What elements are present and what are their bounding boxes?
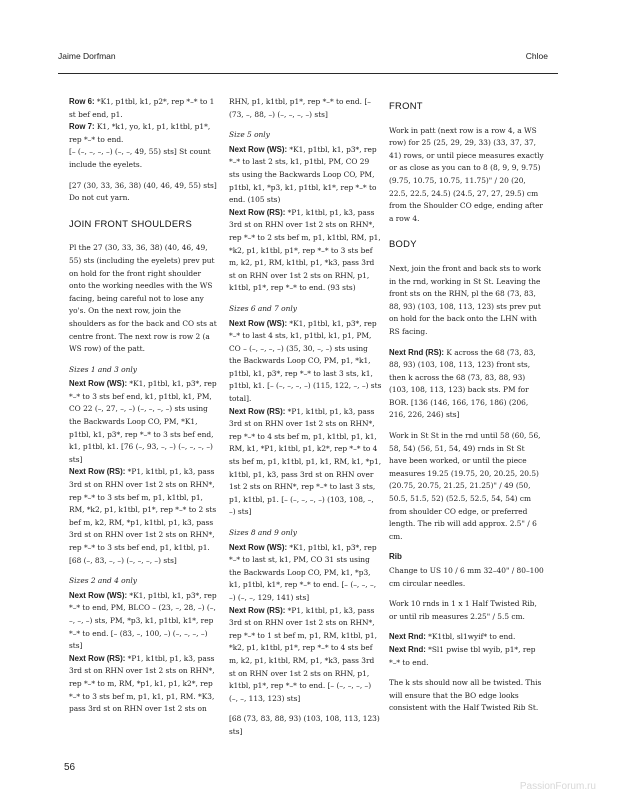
size-5-ws xyxy=(229,144,382,207)
sizes-2-4-title: Sizes 2 and 4 only xyxy=(69,576,137,586)
join-heading: JOIN FRONT SHOULDERS xyxy=(69,217,193,229)
rs-text: *P1, k1tbl, p1, k3, pass 3rd st on RHN over 1st 2 sts on RHN*, rep *–* to 4 sts bef m, p1, k1tbl, p1, k1, RM, k1, *P1, k1tbl, p1, k2*, rep *–* to 4 sts bef m, p1, k1tbl, p1, k1, RM, k1, *p1, k1tbl, p1, k3, pass 3rd st on RHN over 1st 2 sts on RHN*, rep *–* to last 3 sts, p1, k1tbl, p1. [– (–, –, –, –) (103, 108, –, –) sts] xyxy=(229,406,382,517)
size-5-title: Size 5 only xyxy=(229,130,270,140)
column-1 xyxy=(69,96,219,724)
body-stst-text: Work in St St in the rnd until 58 (60, 56, 58, 54) (56, 51, 54, 49) rnds in St St have been worked, or until the piece measures 19.25 (19.75, 20, 20.25, 20.5) (20.75, 20.75, 21.25, 21.25)" / 49 (50, 50.5, 51.5, 52) (52.5, 52.5, 54, 54) cm from shoulder CO edge, or preferred length. The rib will add approx. 2.5" / 6 cm. xyxy=(389,431,541,541)
column-3 xyxy=(389,96,544,723)
eyelet-count: [27 (30, 33, 36, 38) (40, 46, 49, 55) sts] Do not cut yarn. xyxy=(69,180,217,203)
sizes-8-9-ws xyxy=(229,542,382,605)
rib-text: Change to US 10 / 6 mm 32–40" / 80–100 cm circular needles. xyxy=(389,566,544,588)
rs-label: Next Row (RS): xyxy=(229,605,286,615)
header-author: Jaime Dorfman xyxy=(58,51,116,61)
body-text: Next, join the front and back sts to work in the rnd, working in St St. Leaving the front sts on the RHN, pl the 68 (73, 83, 88, 93) (103, 108, 113, 123) sts prev put on hold for the back onto the LHN with RS facing. xyxy=(389,263,541,336)
rib-rnd2-label: Next Rnd: xyxy=(389,644,426,654)
column-2 xyxy=(229,96,382,747)
next-rnd-text: K across the 68 (73, 83, 88, 93) (103, 108, 113, 123) front sts, then k across the 68 (73, 83, 88, 93) (103, 108, 113, 123) back sts. PM for BOR. [136 (146, 166, 176, 186) (206, 216, 226, 246) sts] xyxy=(389,347,536,420)
row7-text: K1, *k1, yo, k1, p1, k1tbl, p1*, rep *–* to end. xyxy=(69,122,211,144)
ws-text: *K1, p1tbl, k1, p3*, rep *–* to last 4 sts, k1, p1tbl, k1, p1, PM, CO – (–, –, –, –) (35, 30, –, –) sts using the Backwards Loop CO, PM, p1, *k1, p1tbl, k1, p3*, rep *–* to last 3 sts, k1, p1tbl, k1. [– (–, –, –, –) (115, 122, –, –) sts total]. xyxy=(229,318,382,404)
ws-label: Next Row (WS): xyxy=(69,590,128,600)
sizes-1-3-title: Sizes 1 and 3 only xyxy=(69,364,137,374)
body-next-rnd xyxy=(389,347,544,423)
rs-label: Next Row (RS): xyxy=(69,467,126,477)
row6-text: *K1, p1tbl, k1, p2*, rep *–* to 1 st bef end, p1. xyxy=(69,97,215,119)
watermark: PassionForum.ru xyxy=(519,781,596,792)
ws-label: Next Row (WS): xyxy=(229,542,288,552)
page-number: 56 xyxy=(64,762,76,773)
sizes-1-3-ws xyxy=(69,378,219,466)
ws-label: Next Row (WS): xyxy=(69,379,128,389)
ws-text: *K1, p1tbl, k1, p3*, rep *–* to 3 sts bef end, k1, p1tbl, k1, PM, CO 22 (–, 27, –, –) (–, –, –, –) sts using the Backwards Loop CO, PM, *K1, p1tbl, k1, p3*, rep *–* to 3 sts bef end, k1, p1tbl, k1. [76 (–, 93, –, –) (–, –, –, –) sts] xyxy=(69,379,217,464)
rs-text: *P1, k1tbl, p1, k3, pass 3rd st on RHN over 1st 2 sts on RHN*, rep *–* to m, RM, *p1, k1, p1, k2*, rep *–* to 3 sts bef m, p1, k1, p1, RM. *K3, pass 3rd st on RHN over 1st 2 sts on xyxy=(69,653,215,714)
sizes-8-9-rs xyxy=(229,605,382,706)
ws-text: *K1, p1tbl, k1, p3*, rep *–* to last st, k1, PM, CO 31 sts using the Backwards Loop CO, PM, k1, *p3, k1, p1tbl, k1*, rep *–* to end. [– (–, –, –, –) (–, –, 129, 141) sts] xyxy=(229,542,377,602)
ws-label: Next Row (WS): xyxy=(229,318,288,328)
sizes-6-7-title: Sizes 6 and 7 only xyxy=(229,303,297,313)
front-heading: FRONT xyxy=(389,100,423,111)
rib-rounds xyxy=(389,631,544,669)
sizes-6-7-rs xyxy=(229,406,382,519)
rs-text: *P1, k1tbl, p1, k3, pass 3rd st on RHN over 1st 2 sts on RHN*, rep *–* to 2 sts bef m, p1, k1tbl, RM, p1, *k2, p1, k1tbl, p1*, rep *–* to 3 sts bef m, k2, p1, RM, k1tbl, p1, *k3, pass 3rd st on RHN over 1st 2 sts on RHN, p1, k1tbl, p1*, rep *–* to end. (93 sts) xyxy=(229,207,381,293)
rib-rnd1-text: *K1tbl, sl1wyif* to end. xyxy=(425,632,516,642)
ws-text: *K1, p1tbl, k1, p3*, rep *–* to end, PM, BLCO – (23, –, 28, –) (–, –, –, –) sts, PM, *p3, k1, p1tbl, k1*, rep *–* to end. [– (83, –, 100, –) (–, –, –, –) sts] xyxy=(69,590,217,651)
row6-paragraph xyxy=(69,96,219,172)
continued-text: RHN, p1, k1tbl, p1*, rep *–* to end. [– (73, –, 88, –) (–, –, –, –) sts] xyxy=(229,97,371,119)
rs-text: *P1, k1tbl, p1, k3, pass 3rd st on RHN over 1st 2 sts on RHN*, rep *–* to 3 sts bef m, p1, k1tbl, p1, RM, *k2, p1, k1tbl, p1*, rep *–* to 2 sts bef m, k2, RM, *p1, k1tbl, p1, k3, pass 3rd st on RHN over 1st 2 sts on RHN*, rep *–* to 3 sts bef end, p1, k1tbl, p1. [68 (–, 83, –, –) (–, –, –, –) sts] xyxy=(69,467,217,565)
rib-rnd1-label: Next Rnd: xyxy=(389,632,426,642)
rs-label: Next Row (RS): xyxy=(229,406,286,416)
front-text: Work in patt (next row is a row 4, a WS row) for 25 (25, 29, 29, 33) (33, 37, 37, 41) rows, or until piece measures exactly or as close as you can to 8 (8, 9, 9, 9.75) (9.75, 10.75, 10.75, 11.75)" / 20 (20, 22.5, 22.5, 24.5) (24.5, 27, 27, 29.5) cm from the Shoulder CO edge, ending after a row 4. xyxy=(389,125,544,223)
sizes-8-9-title: Sizes 8 and 9 only xyxy=(229,528,297,537)
rib-work-text: Work 10 rnds in 1 x 1 Half Twisted Rib, or until rib measures 2.25" / 5.5 cm. xyxy=(389,599,537,621)
row6-label: Row 6: xyxy=(69,97,95,106)
size-5-rs xyxy=(229,207,382,295)
next-rnd-label: Next Rnd (RS): xyxy=(389,347,445,357)
rs-label: Next Row (RS): xyxy=(229,207,286,217)
final-count: [68 (73, 83, 88, 93) (103, 108, 113, 123) sts] xyxy=(229,714,380,736)
body-heading: BODY xyxy=(389,238,417,250)
row7-label: Row 7: xyxy=(69,122,95,132)
ws-text: *K1, p1tbl, k1, p3*, rep *–* to last 2 sts, k1, p1tbl, PM, CO 29 sts using the Backwards Loop CO, PM, p1tbl, k1, *p3, k1, p1tbl, k1*, rep *–* to end. (105 sts) xyxy=(229,144,377,205)
rib-heading: Rib xyxy=(389,552,402,562)
row7-count: [– (–, –, –, –) (–, –, 49, 55) sts] St count include the eyelets. xyxy=(69,147,211,169)
bo-text: The k sts should now all be twisted. This will ensure that the BO edge looks consistent with the Half Twisted Rib St. xyxy=(389,678,542,713)
sizes-1-3-rs xyxy=(69,466,219,567)
join-text: Pl the 27 (30, 33, 36, 38) (40, 46, 49, 55) sts (including the eyelets) prev put on hold for the front right shoulder onto the working needles with the WS facing, being careful not to lose any yo's. On the next row, join the shoulders as for the back and CO sts at centre front. The next row is row 2 (a WS row) of the patt. xyxy=(69,243,217,354)
header-rule xyxy=(58,73,558,74)
ws-label: Next Row (WS): xyxy=(229,144,288,154)
sizes-2-4-rs xyxy=(69,653,219,716)
rs-text: *P1, k1tbl, p1, k3, pass 3rd st on RHN over 1st 2 sts on RHN*, rep *–* to 1 st bef m, p1, RM, k1tbl, p1, *k2, p1, k1tbl, p1*, rep *–* to 4 sts bef m, k2, p1, k1tbl, RM, p1, *k3, pass 3rd st on RHN over 1st 2 sts on RHN, p1, k1tbl, p1*, rep *–* to end. [– (–, –, –, –) (–, –, 113, 123) sts] xyxy=(229,605,377,703)
sizes-6-7-ws xyxy=(229,318,382,406)
sizes-2-4-ws xyxy=(69,590,219,653)
rs-label: Next Row (RS): xyxy=(69,653,126,663)
header-pattern-name: Chloe xyxy=(525,51,548,61)
rib-rnd2-text: *Sl1 pwise tbl wyib, p1*, rep *–* to end. xyxy=(389,644,536,667)
